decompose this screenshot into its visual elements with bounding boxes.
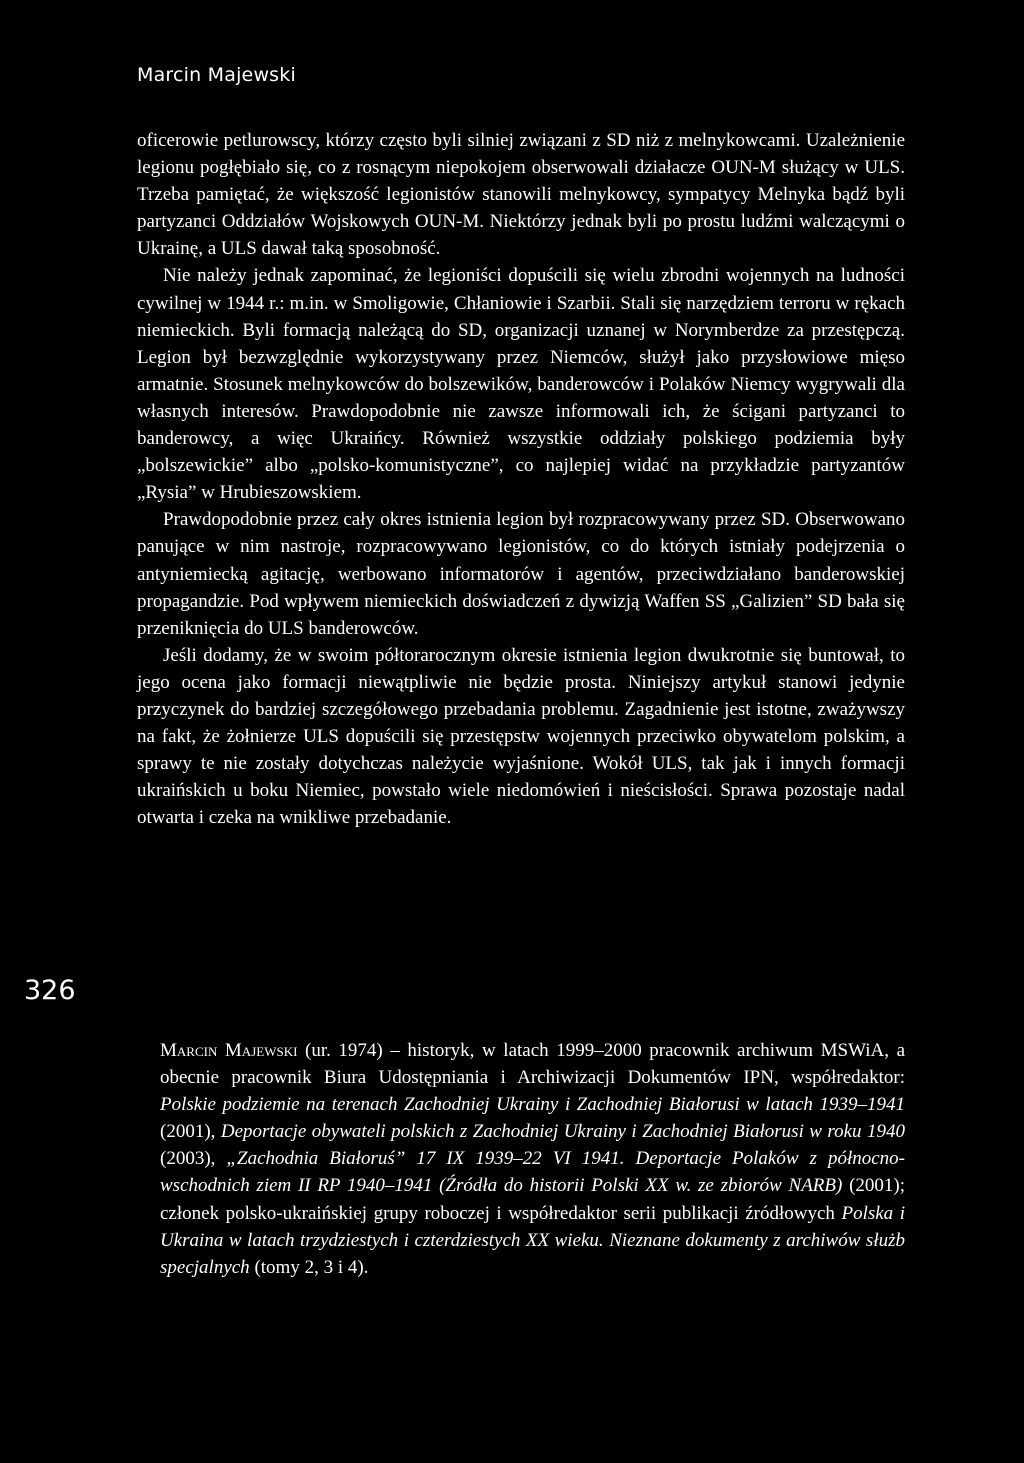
bio-title: Polska i Ukraina w latach trzydziestych i czterdziestych XX wieku. Nieznane dokumenty z archiwów służb specjalnych <box>160 1202 906 1278</box>
bio-text: (2001); członek polsko-ukraińskiej grupy roboczej i współredaktor serii publikacji źródłowych <box>160 1175 906 1224</box>
paragraph: oficerowie petlurowscy, którzy często byli silniej związani z SD niż z melnykowcami. Uzależnienie legionu pogłębiało się, co z rosnącym niepokojem obserwowali działacze OUN-M służący w ULS. Trzeba pamiętać, że większość legionistów stanowili melnykowcy, sympatycy Melnyka bądź byli partyzanci Oddziałów Wojskowych OUN-M. Niektórzy jednak byli po prostu ludźmi walczącymi o Ukrainę, a ULS dawał taką sposobność. <box>137 130 905 260</box>
author-bio <box>160 1037 905 1281</box>
paragraph: Prawdopodobnie przez cały okres istnienia legion był rozpracowywany przez SD. Obserwowano panujące w nim nastroje, rozpracowywano legionistów, co do których istniały podejrzenia o antyniemiecką agitację, werbowano informatorów i agentów, przeciwdziałano banderowskiej propagandzie. Pod wpływem niemieckich doświadczeń z dywizją Waffen SS „Galizien” SD bała się przeniknięcia do ULS banderowców. <box>137 509 905 639</box>
bio-title: Polskie podziemie na terenach Zachodniej Ukrainy i Zachodniej Białorusi w latach 1939–1941 <box>160 1094 905 1116</box>
paragraph: Nie należy jednak zapominać, że legioniści dopuścili się wielu zbrodni wojennych na ludności cywilnej w 1944 r.: m.in. w Smoligowie, Chłaniowie i Szarbii. Stali się narzędziem terroru w rękach niemieckich. Byli formacją należącą do SD, organizacji uznanej w Norymberdze za przestępczą. Legion był bezwzględnie wykorzystywany przez Niemców, służył jako przysłowiowe mięso armatnie. Stosunek melnykowców do bolszewików, banderowców i Polaków Niemcy wygrywali dla własnych interesów. Prawdopodobnie nie zawsze informowali ich, że ścigani partyzanci to banderowcy, a więc Ukraińcy. Również wszystkie oddziały polskiego podziemia były „bolszewickie” albo „polsko-komunistyczne”, co najlepiej widać na przykładzie partyzantów „Rysia” w Hrubieszowskiem. <box>137 265 905 504</box>
bio-text: (tomy 2, 3 i 4). <box>249 1256 369 1278</box>
bio-title: „Zachodnia Białoruś” 17 IX 1939–22 VI 1941. Deportacje Polaków z północno-wschodnich ziem II RP 1940–1941 (Źródła do historii Polski XX w. ze zbiorów NARB) <box>160 1148 905 1197</box>
bio-title: Deportacje obywateli polskich z Zachodniej Ukrainy i Zachodniej Białorusi w roku 1940 <box>220 1121 906 1143</box>
article-body <box>137 127 905 831</box>
page-number: 326 <box>24 975 76 1006</box>
author-name: Marcin Majewski <box>160 1040 298 1061</box>
bio-text: (2003), <box>160 1148 227 1170</box>
bio-text: (2001), <box>160 1121 221 1143</box>
running-head: Marcin Majewski <box>137 64 296 86</box>
bio-text: (ur. 1974) – historyk, w latach 1999–2000 pracownik archiwum MSWiA, a obecnie pracownik Biura Udostępniania i Archiwizacji Dokumentów IPN, współredaktor: <box>160 1040 905 1089</box>
paragraph: Jeśli dodamy, że w swoim półtorarocznym okresie istnienia legion dwukrotnie się buntował, to jego ocena jako formacji niewątpliwie nie będzie prosta. Niniejszy artykuł stanowi jedynie przyczynek do bardziej szczegółowego przebadania problemu. Zagadnienie jest istotne, zważywszy na fakt, że żołnierze ULS dopuścili się przestępstw wojennych przeciwko obywatelom polskim, a sprawy te nie zostały dotychczas należycie wyjaśnione. Wokół ULS, tak jak i innych formacji ukraińskich u boku Niemiec, powstało wiele niedomówień i nieścisłości. Sprawa pozostaje nadal otwarta i czeka na wnikliwe przebadanie. <box>137 644 905 829</box>
